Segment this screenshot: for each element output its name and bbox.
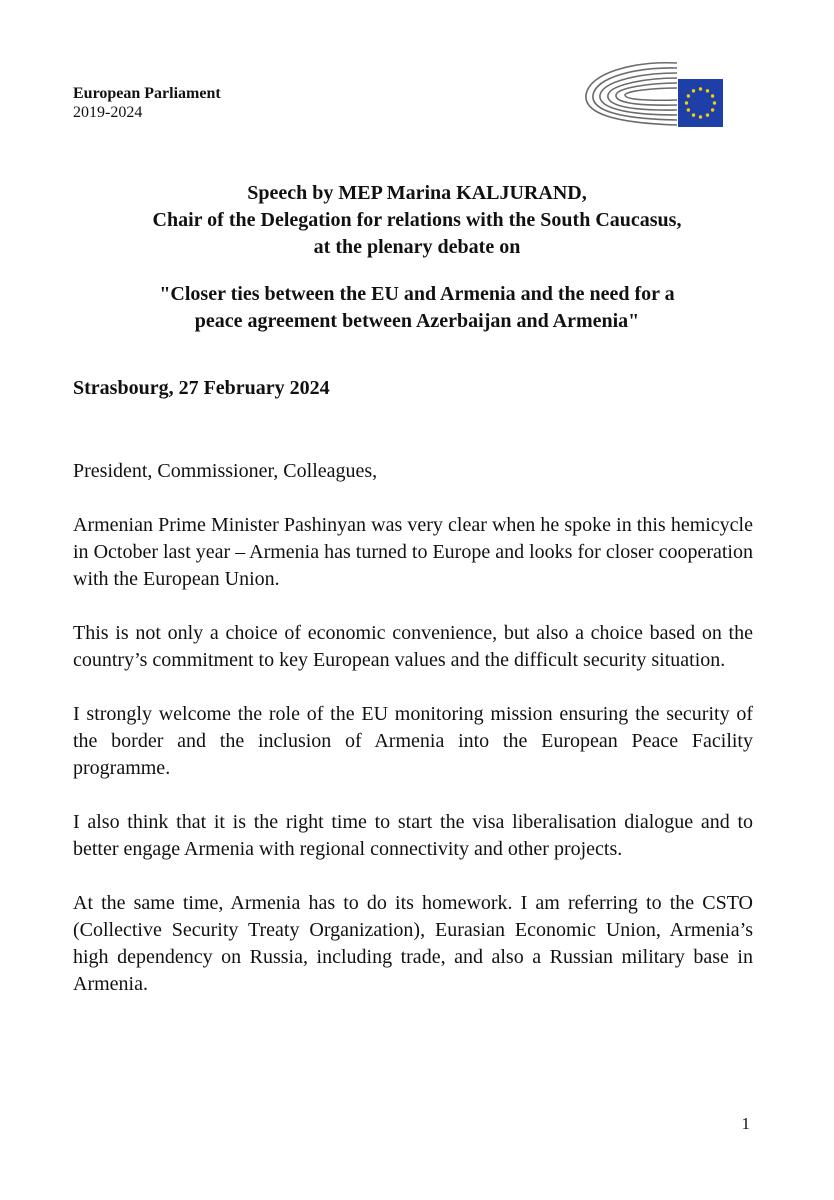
place-and-date: Strasbourg, 27 February 2024 <box>73 377 330 399</box>
eu-star-icon <box>711 94 714 97</box>
speech-body <box>73 458 753 1025</box>
title-line-speaker: Speech by MEP Marina KALJURAND, <box>247 182 587 204</box>
eu-star-icon <box>706 113 709 116</box>
eu-star-icon <box>685 101 688 104</box>
parliamentary-term: 2019-2024 <box>73 104 143 121</box>
eu-star-icon <box>699 87 702 90</box>
eu-star-icon <box>706 89 709 92</box>
speech-title <box>60 180 774 335</box>
page-number: 1 <box>741 1114 750 1133</box>
title-line-role: Chair of the Delegation for relations with the South Caucasus, <box>152 209 682 231</box>
debate-title-line-2: peace agreement between Azerbaijan and Armenia" <box>194 310 640 332</box>
eu-star-icon <box>711 108 714 111</box>
document-header <box>73 84 221 122</box>
speech-paragraph: Armenian Prime Minister Pashinyan was very clear when he spoke in this hemicycle in October last year – Armenia has turned to Europe and looks for closer cooperation with the European Union. <box>73 514 753 590</box>
eu-star-icon <box>687 94 690 97</box>
speech-paragraph: At the same time, Armenia has to do its homework. I am referring to the CSTO (Collective Security Treaty Organization), Eurasian Economic Union, Armenia’s high dependency on Russia, including trade, and also a Russian military base in Armenia. <box>73 892 753 995</box>
organization-name: European Parliament <box>73 85 221 102</box>
title-spacer <box>60 261 774 281</box>
title-line-occasion: at the plenary debate on <box>313 236 521 258</box>
eu-star-icon <box>692 89 695 92</box>
eu-star-icon <box>692 113 695 116</box>
speech-paragraph: I strongly welcome the role of the EU monitoring mission ensuring the security of the border and the inclusion of Armenia into the European Peace Facility programme. <box>73 703 753 779</box>
debate-title-line-1: "Closer ties between the EU and Armenia and the need for a <box>159 283 675 305</box>
european-parliament-logo-icon <box>583 55 725 131</box>
eu-star-icon <box>699 115 702 118</box>
eu-star-icon <box>713 101 716 104</box>
speech-paragraph: This is not only a choice of economic convenience, but also a choice based on the country’s commitment to key European values and the difficult security situation. <box>73 622 753 671</box>
salutation: President, Commissioner, Colleagues, <box>73 460 378 482</box>
eu-star-icon <box>687 108 690 111</box>
speech-paragraph: I also think that it is the right time to start the visa liberalisation dialogue and to better engage Armenia with regional connectivity and other projects. <box>73 811 753 860</box>
